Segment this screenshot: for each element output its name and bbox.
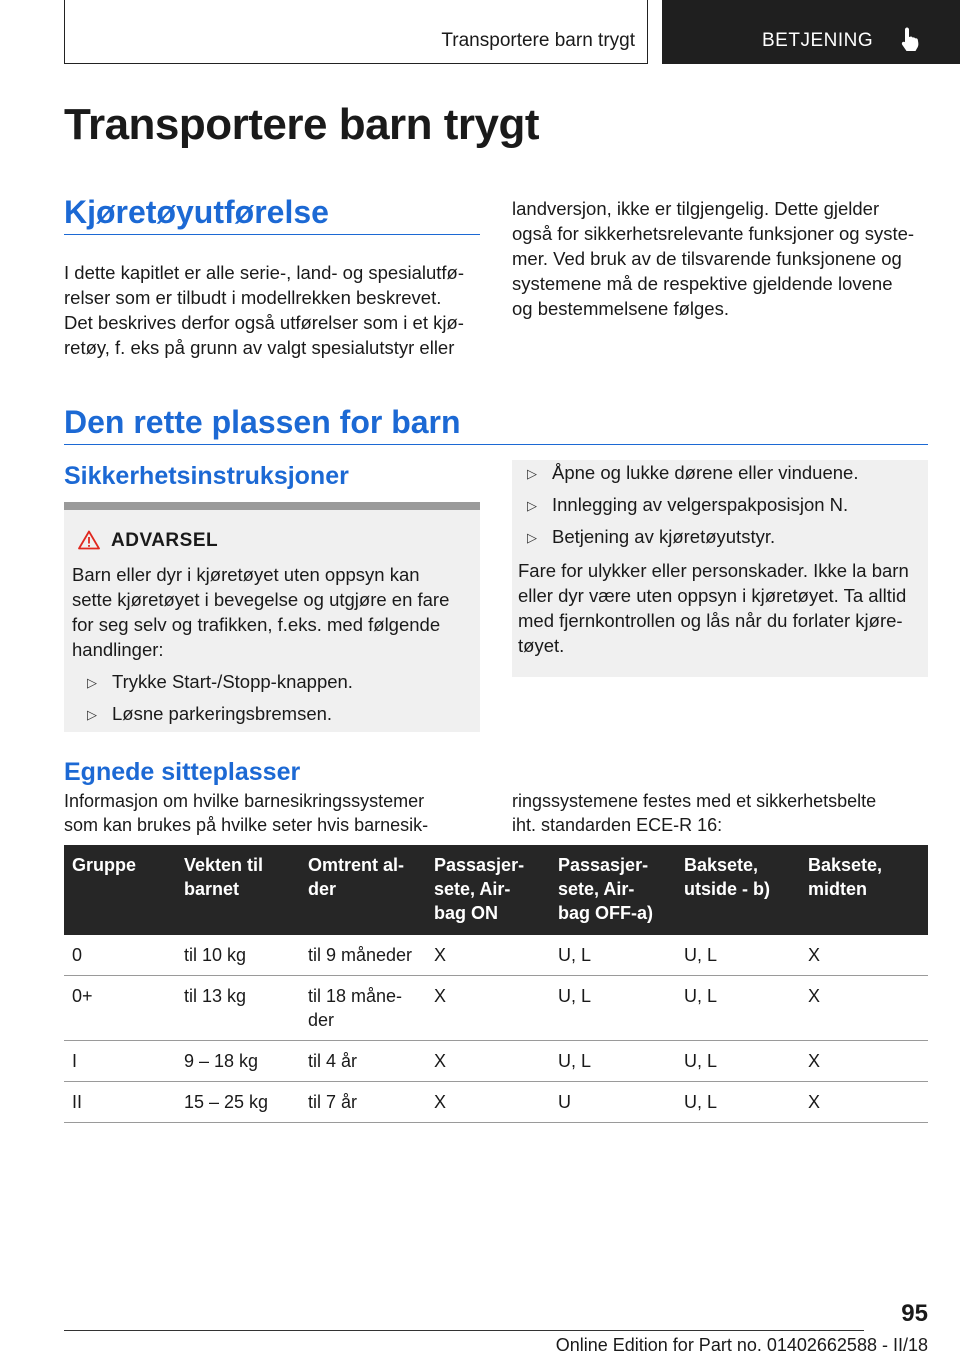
text-line: tøyet. xyxy=(518,635,565,656)
header-line: bag ON xyxy=(434,903,499,923)
child-seat-table xyxy=(64,845,928,1123)
column-header xyxy=(176,845,300,935)
table-cell: til 4 år xyxy=(300,1041,426,1082)
table-header-row xyxy=(64,845,928,935)
text-line: med fjernkontrollen og lås når du forlater kjøre- xyxy=(518,610,903,631)
warning-triangle-icon xyxy=(78,530,100,550)
heading-suitable-seats: Egnede sitteplasser xyxy=(64,758,301,786)
header-line: barnet xyxy=(184,879,240,899)
triangle-bullet-icon: ▷ xyxy=(527,466,537,481)
text-line: som kan brukes på hvilke seter hvis barnesik- xyxy=(64,815,429,835)
text-line: Det beskrives derfor også utførelser som i et kjø- xyxy=(64,312,464,333)
table-cell: U, L xyxy=(676,976,800,1041)
header-line: Vekten til xyxy=(184,855,264,875)
column-header xyxy=(676,845,800,935)
warning-box-right xyxy=(512,460,928,677)
header-line: midten xyxy=(808,879,868,899)
text-line: mer. Ved bruk av de tilsvarende funksjonene og xyxy=(512,248,902,269)
heading-vehicle-equipment: Kjøretøyutførelse xyxy=(64,194,329,230)
column-header xyxy=(550,845,676,935)
heading-safety: Sikkerhetsinstruksjoner xyxy=(64,462,349,490)
page-number: 95 xyxy=(901,1300,928,1327)
table-cell: I xyxy=(64,1041,176,1082)
text-line: også for sikkerhetsrelevante funksjoner og syste- xyxy=(512,223,915,244)
page-title: Transportere barn trygt xyxy=(64,100,540,149)
text-line: handlinger: xyxy=(72,639,164,660)
text-line: sette kjøretøyet i bevegelse og utgjøre en fare xyxy=(72,589,450,610)
text-line: eller dyr være uten oppsyn i kjøretøyet. Ta alltid xyxy=(518,585,907,606)
header-line: utside - b) xyxy=(684,879,770,899)
column-header xyxy=(800,845,928,935)
heading-right-place: Den rette plassen for barn xyxy=(64,404,461,440)
table-cell: til 13 kg xyxy=(176,976,300,1041)
table-cell: II xyxy=(64,1082,176,1123)
table-cell: X xyxy=(800,1041,928,1082)
table-cell xyxy=(300,976,426,1041)
triangle-bullet-icon: ▷ xyxy=(527,530,537,545)
table-row xyxy=(64,1041,928,1082)
warning-bullet-list xyxy=(78,666,474,730)
text-line: Barn eller dyr i kjøretøyet uten oppsyn kan xyxy=(72,564,420,585)
list-item xyxy=(78,698,474,730)
triangle-bullet-icon: ▷ xyxy=(527,498,537,513)
table-row xyxy=(64,935,928,976)
text-line: retøy, f. eks på grunn av valgt spesialutstyr eller xyxy=(64,337,455,358)
table-cell: U, L xyxy=(550,1041,676,1082)
warning-bar xyxy=(64,502,480,510)
table-cell: til 10 kg xyxy=(176,935,300,976)
text-line: I dette kapitlet er alle serie-, land- og spesialutfø- xyxy=(64,262,464,283)
header-line: Passasjer- xyxy=(558,855,649,875)
text-line: ringssystemene festes med et sikkerhetsbelte xyxy=(512,791,877,811)
header-line: Passasjer- xyxy=(434,855,525,875)
vehicle-equipment-text-right xyxy=(512,196,932,321)
table-cell: X xyxy=(426,976,550,1041)
text-line: landversjon, ikke er tilgjengelig. Dette gjelder xyxy=(512,198,880,219)
column-header xyxy=(300,845,426,935)
list-item-text: Innlegging av velgerspakposisjon N. xyxy=(552,494,849,515)
table-cell: X xyxy=(426,1041,550,1082)
cell-line: til 18 måne- xyxy=(308,986,403,1006)
header-line: bag OFF-a) xyxy=(558,903,653,923)
heading-underline xyxy=(64,234,480,235)
table-cell: X xyxy=(426,1082,550,1123)
chapter-title: BETJENING xyxy=(762,30,874,51)
table-row xyxy=(64,1082,928,1123)
seats-text-right xyxy=(512,789,932,837)
list-item-text: Løsne parkeringsbremsen. xyxy=(112,703,333,724)
triangle-bullet-icon: ▷ xyxy=(87,707,97,722)
header-line: der xyxy=(308,879,337,899)
text-line: iht. standarden ECE-R 16: xyxy=(512,815,723,835)
header-line: sete, Air- xyxy=(434,879,511,899)
table-cell: U, L xyxy=(550,935,676,976)
table-cell: U, L xyxy=(676,935,800,976)
header-line: Baksete, xyxy=(808,855,883,875)
list-item xyxy=(518,457,922,489)
text-line: Fare for ulykker eller personskader. Ikke la barn xyxy=(518,560,909,581)
header-line: Omtrent al- xyxy=(308,855,405,875)
footer-rule xyxy=(64,1330,864,1331)
column-header xyxy=(426,845,550,935)
table-cell: X xyxy=(426,935,550,976)
vehicle-equipment-text-left xyxy=(64,260,484,360)
warning-text xyxy=(518,558,922,658)
list-item-text: Trykke Start-/Stopp-knappen. xyxy=(112,671,353,692)
table-cell: X xyxy=(800,935,928,976)
table-cell: til 7 år xyxy=(300,1082,426,1123)
cell-line: der xyxy=(308,1010,335,1030)
header-line: sete, Air- xyxy=(558,879,635,899)
table-cell: U, L xyxy=(676,1041,800,1082)
warning-label: ADVARSEL xyxy=(111,530,219,551)
column-header xyxy=(64,845,176,935)
header-line: Gruppe xyxy=(72,855,137,875)
warning-text xyxy=(72,562,472,662)
text-line: og bestemmelsene følges. xyxy=(512,298,729,319)
list-item xyxy=(518,489,922,521)
table-cell: X xyxy=(800,1082,928,1123)
table-cell: til 9 måneder xyxy=(300,935,426,976)
table-cell: 15 – 25 kg xyxy=(176,1082,300,1123)
running-header-title: Transportere barn trygt xyxy=(441,30,635,51)
table-cell: U, L xyxy=(676,1082,800,1123)
chapter-tab xyxy=(662,0,960,64)
table-row xyxy=(64,976,928,1041)
table-cell: 0+ xyxy=(64,976,176,1041)
table-cell: U, L xyxy=(550,976,676,1041)
text-line: relser som er tilbudt i modellrekken beskrevet. xyxy=(64,287,442,308)
table-cell: U xyxy=(550,1082,676,1123)
text-line: systemene må de respektive gjeldende lovene xyxy=(512,273,893,294)
table-cell: 9 – 18 kg xyxy=(176,1041,300,1082)
table-cell: X xyxy=(800,976,928,1041)
text-line: Informasjon om hvilke barnesikringssystemer xyxy=(64,791,425,811)
list-item xyxy=(518,521,922,553)
hand-pointer-icon xyxy=(900,26,922,52)
seats-text-left xyxy=(64,789,484,837)
heading-underline xyxy=(64,444,928,445)
warning-box-left xyxy=(64,502,480,732)
running-header-section xyxy=(64,0,648,64)
list-item-text: Åpne og lukke dørene eller vinduene. xyxy=(552,462,859,483)
list-item-text: Betjening av kjøretøyutstyr. xyxy=(552,526,776,547)
table-cell: 0 xyxy=(64,935,176,976)
header-line: Baksete, xyxy=(684,855,759,875)
text-line: for seg selv og trafikken, f.eks. med følgende xyxy=(72,614,441,635)
list-item xyxy=(78,666,474,698)
triangle-bullet-icon: ▷ xyxy=(87,675,97,690)
warning-bullet-list xyxy=(518,457,922,553)
footer-edition: Online Edition for Part no. 01402662588 - II/18 xyxy=(555,1335,928,1355)
